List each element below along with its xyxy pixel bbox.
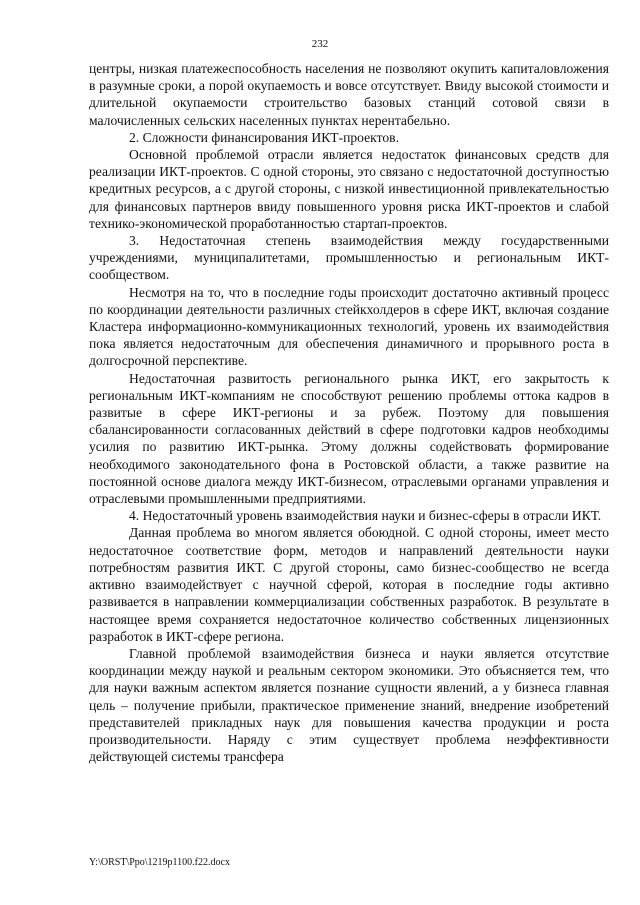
paragraph: Недостаточная развитость регионального рынка ИКТ, его закрытость к региональным ИКТ-компаниям не способствуют решению проблемы оттока кадров в развитые в сфере ИКТ-регионы и за рубеж. Поэтому для повышения сбалансированности согласованных действий в сфере подготовки кадров необходимы усилия по развитию ИКТ-рынка. Этому должны содействовать формирование необходимого законодательного фона в Ростовской области, а также развитие на постоянной основе диалога между ИКТ-бизнесом, отраслевыми органами управления и отраслевыми промышленными предприятиями. xyxy=(89,370,609,507)
paragraph: Несмотря на то, что в последние годы происходит достаточно активный процесс по координации деятельности различных стейкхолдеров в сфере ИКТ, включая создание Кластера информационно-коммуникационных технологий, уровень их взаимодействия пока является недостаточным для обеспечения динамичного и прорывного роста в долгосрочной перспективе. xyxy=(89,284,609,369)
list-item-heading: 4. Недостаточный уровень взаимодействия науки и бизнес-сферы в отрасли ИКТ. xyxy=(129,508,602,524)
list-item-heading: 2. Сложности финансирования ИКТ-проектов. xyxy=(129,129,399,145)
page-number: 232 xyxy=(311,38,329,50)
paragraph: Главной проблемой взаимодействия бизнеса и науки является отсутствие координации между наукой и реальным сектором экономики. Это объясняется тем, что для науки важным аспектом является познание сущности явлений, а у бизнеса главная цель – получение прибыли, практическое применение знаний, внедрение изобретений представителей прикладных наук для повышения качества продукции и роста производительности. Наряду с этим существует проблема неэффективности действующей системы трансфера xyxy=(89,645,609,765)
document-body xyxy=(89,60,609,765)
footer-file-path: Y:\ORST\Ppo\1219p1100.f22.docx xyxy=(89,857,230,868)
list-item-heading: 3. Недостаточная степень взаимодействия между государственными учреждениями, муниципалитетами, промышленностью и региональным ИКТ-сообществом. xyxy=(89,233,609,283)
paragraph: Основной проблемой отрасли является недостаток финансовых средств для реализации ИКТ-проектов. С одной стороны, это связано с недостаточной доступностью кредитных ресурсов, а с другой стороны, с низкой инвестиционной привлекательностью для финансовых партнеров ввиду повышенного уровня риска ИКТ-проектов и слабой технико-экономической проработанностью стартап-проектов. xyxy=(89,147,609,231)
paragraph: Данная проблема во многом является обоюдной. С одной стороны, имеет место недостаточное соответствие форм, методов и направлений деятельности науки потребностям развития ИКТ. С другой стороны, само бизнес-сообщество не всегда активно взаимодействует с научной сферой, которая в последние годы активно развивается в направлении коммерциализации собственных разработок. В результате в настоящее время сохраняется недостаточное количество собственных лицензионных разработок в ИКТ-сфере региона. xyxy=(89,525,609,644)
paragraph: центры, низкая платежеспособность населения не позволяют окупить капиталовложения в разумные сроки, а порой окупаемость и вовсе отсутствует. Ввиду высокой стоимости и длительной окупаемости строительство базовых станций сотовой связи в малочисленных сельских населенных пунктах нерентабельно. xyxy=(89,61,609,128)
